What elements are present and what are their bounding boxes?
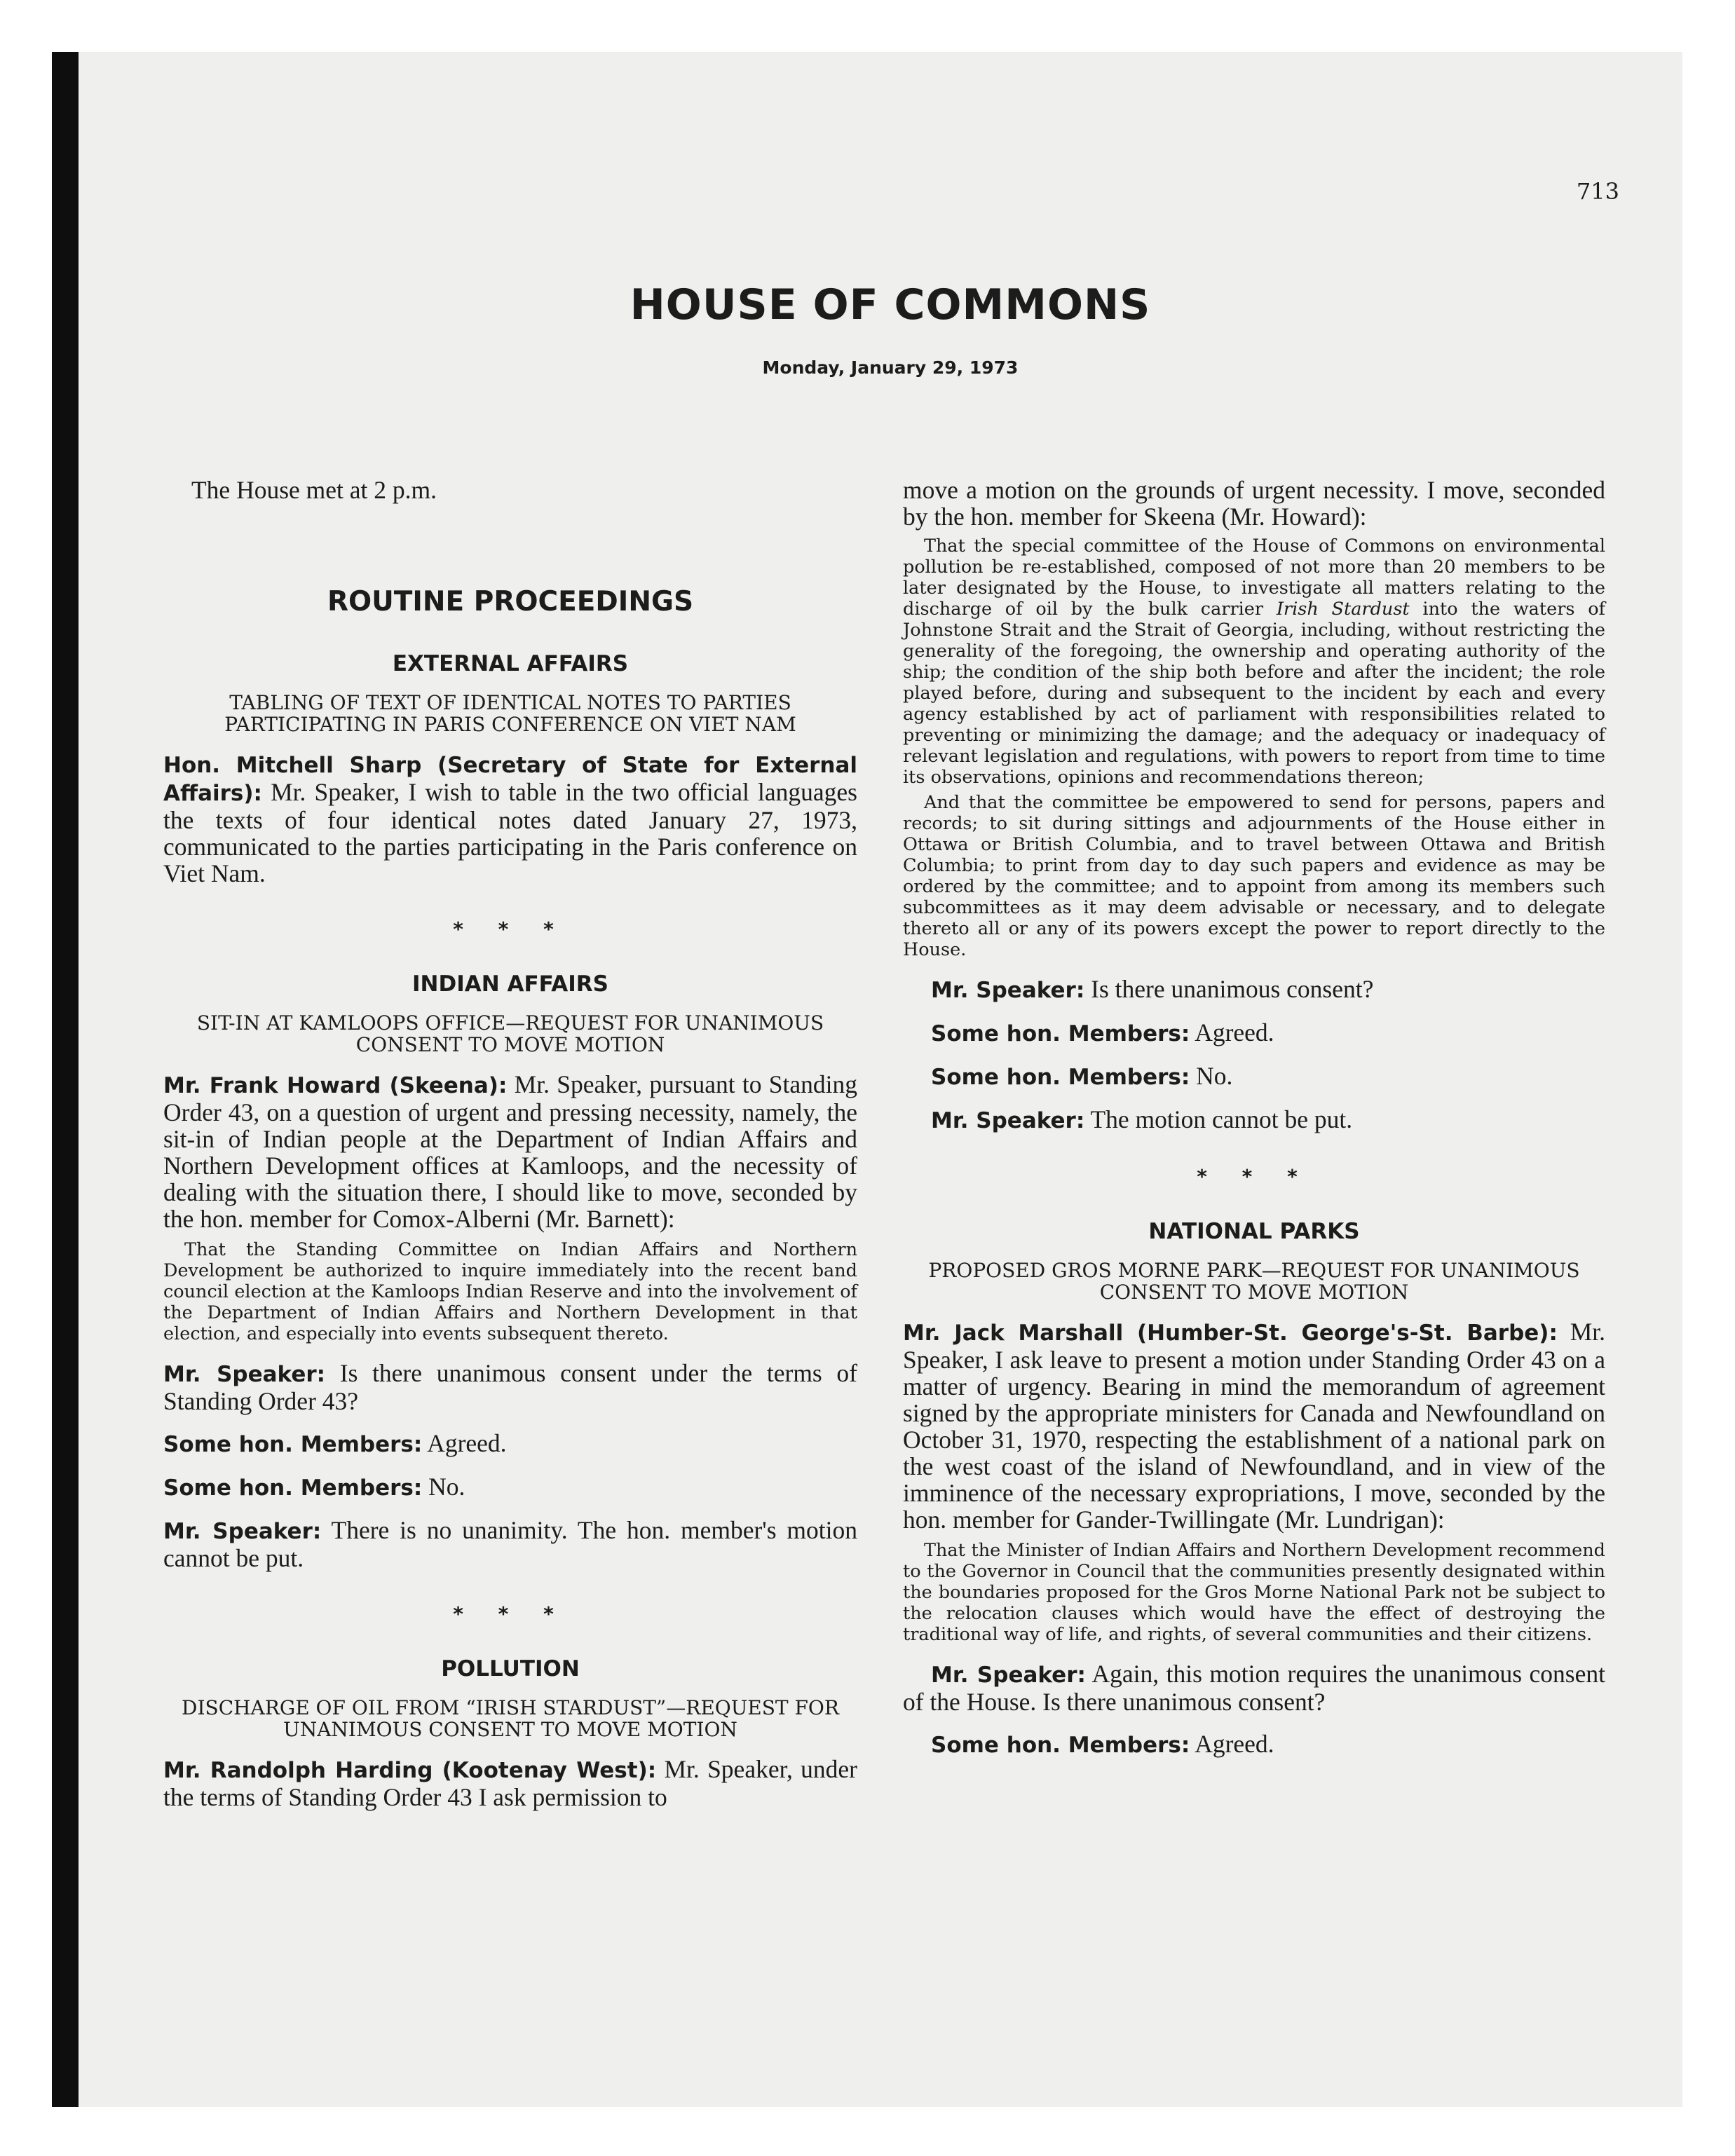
exchange-text: Again, this motion requires the unanimous consent of the House. Is there unanimous consent? [903,1660,1605,1716]
speaker-name: Mr. Frank Howard (Skeena): [163,1073,508,1098]
speaker-name: Mr. Speaker: [163,1519,322,1544]
exchange-text: Is there unanimous consent? [1084,975,1374,1003]
motion-text-indian-affairs: That the Standing Committee on Indian Affairs and Northern Development be authorized to inquire immediately into the recent band council election at the Kamloops Indian Reserve and into the involvement of the Department of Indian Affairs and Northern Development in that election, and especially into events subsequent thereto. [163,1239,857,1344]
speech-harding-continued: move a motion on the grounds of urgent necessity. I move, seconded by the hon. member for Skeena (Mr. Howard): [903,476,1605,531]
exchange-line [903,976,1605,1004]
section-separator: * * * [453,917,568,941]
section-separator: * * * [453,1602,568,1625]
speaker-name: Some hon. Members: [163,1432,423,1457]
exchange-text: Agreed. [1190,1730,1274,1758]
subject-heading-indian-affairs: INDIAN AFFAIRS [412,971,608,997]
speaker-name: Some hon. Members: [163,1475,423,1501]
motion-text-part: into the waters of Johnstone Strait and the Strait of Georgia, including, without restricting the generality of the foregoing, the ownership and operating authority of the ship; the condition of the ship both before and after the incident; the role played before, during and subsequent to the incident by each and every agency established by act of parliament with responsibilities related to preventing or minimizing the damage; and the adequacy or inadequacy of relevant legislation and regulations, with powers to report from time to time its observations, opinions and recommendations thereon; [903,599,1605,788]
ship-name: Irish Stardust [1276,599,1410,620]
right-column [903,477,1605,1759]
page-number: 713 [1576,178,1619,205]
speaker-name: Mr. Speaker: [931,978,1085,1003]
exchange-line [903,1660,1605,1715]
left-column [163,477,857,1810]
speaker-name: Mr. Randolph Harding (Kootenay West): [163,1758,657,1783]
motion-text-national-parks: That the Minister of Indian Affairs and Northern Development recommend to the Governor in Council that the communities presently designated within the boundaries proposed for the Gros Morne National Park not be subject to the relocation clauses which would have the effect of destroying the traditional way of life, and rights, of several communities and their citizens. [903,1540,1605,1645]
subject-heading-national-parks: NATIONAL PARKS [1148,1219,1360,1244]
speech-text: Mr. Speaker, I wish to table in the two official languages the texts of four identical notes dated January 27, 1973, communicated to the parties participating in the Paris conference on Viet Nam. [163,778,857,887]
speaker-name: Mr. Jack Marshall (Humber-St. George's-St. Barbe): [903,1321,1558,1346]
speaker-name: Mr. Speaker: [163,1362,326,1387]
speaker-name: Mr. Speaker: [931,1108,1085,1133]
masthead-title: HOUSE OF COMMONS [630,280,1151,329]
speech-text: Mr. Speaker, I ask leave to present a motion under Standing Order 43 on a matter of urgency. Bearing in mind the memorandum of agreement signed by the appropriate ministers for Canada and Newfoundland on October 31, 1970, respecting the establishment of a national park on the west coast of the island of Newfoundland, and in view of the imminence of the necessary expropriations, I move, seconded by the hon. member for Gander-Twillingate (Mr. Lundrigan): [903,1318,1605,1534]
exchange-text: The motion cannot be put. [1084,1105,1353,1133]
section-separator: * * * [1197,1165,1312,1188]
topic-national-parks: PROPOSED GROS MORNE PARK—REQUEST FOR UNANIMOUS CONSENT TO MOVE MOTION [928,1259,1580,1304]
speech-howard [163,1071,857,1232]
sitting-opened: The House met at 2 p.m. [191,476,437,504]
topic-external-affairs: TABLING OF TEXT OF IDENTICAL NOTES TO PARTIES PARTICIPATING IN PARIS CONFERENCE ON VIET NAM [224,691,796,736]
speaker-name: Some hon. Members: [931,1733,1190,1758]
speech-harding [163,1756,857,1810]
exchange-text: There is no unanimity. The hon. member's motion cannot be put. [163,1516,857,1572]
speaker-name: Hon. Mitchell Sharp (Secretary of State for External Affairs): [163,753,857,806]
exchange-line [163,1430,857,1458]
speech-marshall [903,1318,1605,1533]
speaker-name: Some hon. Members: [931,1021,1190,1046]
section-heading-routine: ROUTINE PROCEEDINGS [327,586,694,618]
topic-indian-affairs: SIT-IN AT KAMLOOPS OFFICE—REQUEST FOR UNANIMOUS CONSENT TO MOVE MOTION [196,1011,824,1056]
exchange-line [903,1019,1605,1047]
subject-heading-pollution: POLLUTION [441,1656,580,1681]
motion-text-pollution-1 [903,535,1605,788]
exchange-text: No. [1190,1062,1233,1090]
exchange-text: Agreed. [422,1429,507,1457]
exchange-line [903,1063,1605,1091]
speech-text: Mr. Speaker, under the terms of Standing Order 43 I ask permission to [163,1755,857,1811]
speaker-name: Some hon. Members: [931,1065,1190,1090]
exchange-line [903,1106,1605,1134]
exchange-text: Agreed. [1190,1018,1274,1046]
exchange-text: Is there unanimous consent under the terms of Standing Order 43? [163,1359,857,1415]
exchange-line [163,1360,857,1414]
topic-pollution: DISCHARGE OF OIL FROM “IRISH STARDUST”—REQUEST FOR UNANIMOUS CONSENT TO MOVE MOTION [182,1696,839,1741]
exchange-line [903,1731,1605,1759]
exchange-line [163,1517,857,1571]
speech-sharp [163,751,857,887]
motion-text-pollution-2: And that the committee be empowered to send for persons, papers and records; to sit during sittings and adjournments of the House either in Ottawa or British Columbia, and to travel between Ottawa and British Columbia; to print from day to day such papers and evidence as may be ordered by the committee; and to appoint from among its members such subcommittees as it may deem advisable or necessary, and to delegate thereto all or any of its powers except the power to report directly to the House. [903,792,1605,960]
speech-text: Mr. Speaker, pursuant to Standing Order 43, on a question of urgent and pressing necessity, namely, the sit-in of Indian people at the Department of Indian Affairs and Northern Development offices at Kamloops, and the necessity of dealing with the situation there, I should like to move, seconded by the hon. member for Comox-Alberni (Mr. Barnett): [163,1070,857,1233]
exchange-line [163,1473,857,1501]
exchange-text: No. [422,1473,465,1501]
dateline: Monday, January 29, 1973 [762,357,1019,378]
motion-text-part: That the special committee of the House of Commons on environmental pollution be re-established, composed of not more than 20 members to be later designated by the House, to investigate all matters relating to the discharge of oil by the bulk carrier [903,535,1605,620]
speaker-name: Mr. Speaker: [931,1663,1086,1688]
subject-heading-external-affairs: EXTERNAL AFFAIRS [392,651,629,676]
